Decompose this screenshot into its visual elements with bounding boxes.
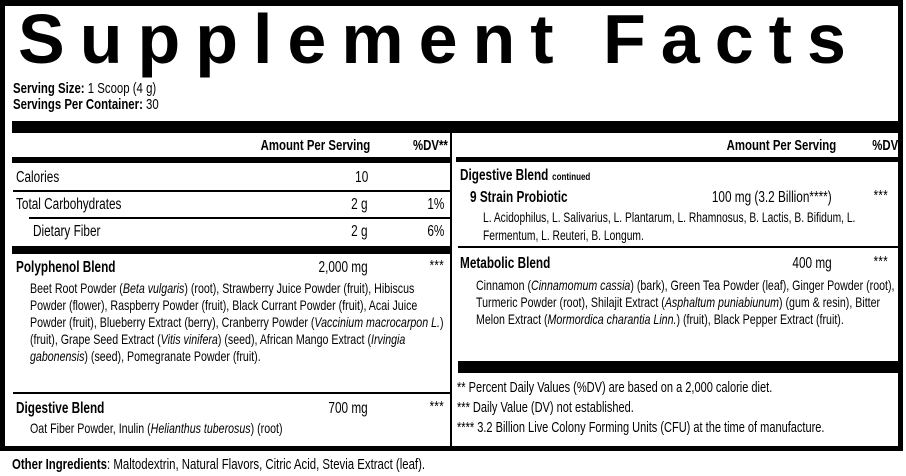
section-bar-right xyxy=(458,361,898,373)
blend-amount-metabolic: 400 mg xyxy=(792,255,832,272)
nutrient-amount-total-carbohydrates: 2 g xyxy=(351,196,368,213)
nutrient-name-total-carbohydrates: Total Carbohydrates xyxy=(16,196,122,213)
row-separator xyxy=(13,190,450,192)
right-amount-per-serving-header: Amount Per Serving xyxy=(726,137,836,154)
left-header-underbar xyxy=(12,157,450,163)
right-header-underbar xyxy=(456,157,898,162)
servings-per-container-line xyxy=(13,97,205,113)
section-bar-left xyxy=(12,246,450,254)
blend-ingredients-metabolic: Cinnamon (Cinnamomum cassia) (bark), Green Tea Powder (leaf), Ginger Powder (root), Turmeric Powder (root), Shilajit Extract (Asphaltum puniabiunum) (gum & resin), Bitter Melon Extract (Mormordica charantia Linn.) (fruit), Black Pepper Extract (fruit). xyxy=(476,277,895,327)
footnote-cfu: **** 3.2 Billion Live Colony Forming Units (CFU) at the time of manufacture. xyxy=(457,420,825,436)
other-ingredients-label: Other Ingredients xyxy=(12,456,108,473)
blend-ingredients-probiotic: L. Acidophilus, L. Salivarius, L. Plantarum, L. Rhamnosus, B. Lactis, B. Bifidum, L. Fermentum, L. Reuteri, B. Longum. xyxy=(483,210,856,243)
right-percent-dv-header: %DV xyxy=(872,137,898,154)
blend-name-probiotic: 9 Strain Probiotic xyxy=(470,189,568,206)
row-separator xyxy=(458,246,898,248)
left-amount-per-serving-header: Amount Per Serving xyxy=(260,137,370,154)
serving-size-value: 1 Scoop (4 g) xyxy=(87,80,157,97)
serving-size-line xyxy=(13,81,205,97)
nutrient-name-dietary-fiber: Dietary Fiber xyxy=(33,223,101,240)
section-bar-top xyxy=(12,121,898,133)
left-percent-dv-header: %DV** xyxy=(413,137,448,154)
blend-amount-probiotic: 100 mg (3.2 Billion****) xyxy=(712,189,832,206)
blend-dv-digestive: *** xyxy=(429,398,444,415)
row-separator xyxy=(13,392,450,394)
servings-per-container-value: 30 xyxy=(146,96,159,113)
blend-amount-digestive: 700 mg xyxy=(328,400,368,417)
other-ingredients-value: : Maltodextrin, Natural Flavors, Citric Acid, Stevia Extract (leaf). xyxy=(107,456,426,473)
blend-name-digestive-continued: Digestive Blend continued xyxy=(460,167,591,184)
blend-ingredients-polyphenol: Beet Root Powder (Beta vulgaris) (root), Strawberry Juice Powder (fruit), Hibiscus Powder (flower), Raspberry Powder (fruit), Black Currant Powder (fruit), Acai Juice Powder (fruit), Blueberry Extract (berry), Cranberry Powder (Vaccinium macrocarpon L.) (fruit), Grape Seed Extract (Vitis vinifera) (seed), African Mango Extract (Irvingia gabonensis) (seed), Pomegranate Powder (fruit). xyxy=(30,280,444,364)
serving-info xyxy=(13,81,205,113)
nutrient-amount-calories: 10 xyxy=(354,169,368,186)
blend-dv-polyphenol: *** xyxy=(429,257,444,274)
footnote-percent-dv: ** Percent Daily Values (%DV) are based on a 2,000 calorie diet. xyxy=(457,380,773,396)
blend-dv-probiotic: *** xyxy=(873,187,888,204)
blend-ingredients-digestive: Oat Fiber Powder, Inulin (Helianthus tuberosus) (root) xyxy=(30,420,283,436)
blend-name-metabolic: Metabolic Blend xyxy=(460,255,551,272)
page-title: Supplement Facts xyxy=(18,0,861,78)
footnote-dv-not-established: *** Daily Value (DV) not established. xyxy=(457,400,634,416)
nutrient-amount-dietary-fiber: 2 g xyxy=(351,223,368,240)
nutrient-dv-total-carbohydrates: 1% xyxy=(426,196,444,213)
blend-dv-metabolic: *** xyxy=(873,253,888,270)
continued-note: continued xyxy=(552,171,591,183)
blend-name-digestive: Digestive Blend xyxy=(16,400,105,417)
nutrient-dv-dietary-fiber: 6% xyxy=(426,223,444,240)
row-separator-indented xyxy=(29,217,450,219)
nutrient-name-calories: Calories xyxy=(16,169,60,186)
servings-per-container-label: Servings Per Container: xyxy=(13,96,143,113)
blend-amount-polyphenol: 2,000 mg xyxy=(318,259,368,276)
blend-name-polyphenol: Polyphenol Blend xyxy=(16,259,116,276)
serving-size-label: Serving Size: xyxy=(13,80,85,97)
other-ingredients xyxy=(12,456,556,473)
